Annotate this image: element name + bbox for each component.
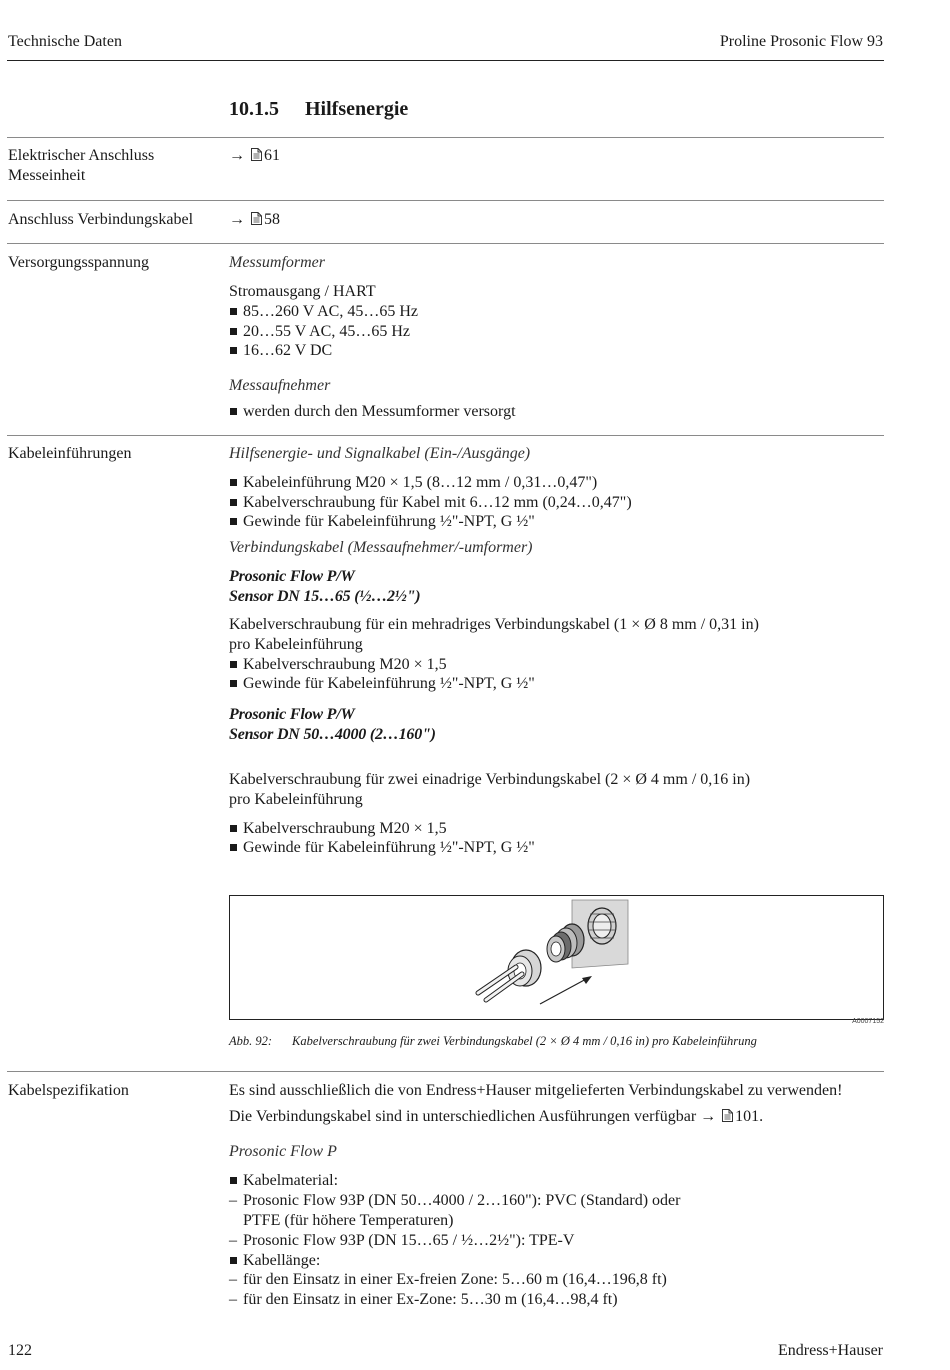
running-header-right: Proline Prosonic Flow 93 bbox=[719, 33, 883, 50]
figure-caption bbox=[229, 1034, 757, 1049]
row-label-verbindungskabel: Anschluss Verbindungskabel bbox=[8, 211, 194, 228]
arrow-right-icon: → bbox=[700, 1108, 717, 1125]
header-rule bbox=[7, 60, 884, 61]
list-item: Gewinde für Kabeleinführung ½"-NPT, G ½" bbox=[229, 674, 884, 694]
row-divider bbox=[7, 243, 884, 244]
list-item bbox=[229, 1251, 884, 1311]
row-label-versorgungsspannung: Versorgungsspannung bbox=[8, 254, 150, 271]
subheading-verbindungskabel: Verbindungskabel (Messaufnehmer/-umformer) bbox=[229, 538, 533, 556]
label-line: Messeinheit bbox=[8, 167, 86, 184]
row-label-kabeleinfuehrungen: Kabeleinführungen bbox=[8, 445, 132, 462]
sublist-item bbox=[229, 1191, 884, 1231]
sublist-item: – für den Einsatz in einer Ex-Zone: 5…30 m (16,4…98,4 ft) bbox=[229, 1290, 884, 1310]
sublist-line: PTFE (für höhere Temperaturen) bbox=[243, 1211, 454, 1229]
row-divider bbox=[7, 435, 884, 436]
kabelspezifikation-content bbox=[229, 1081, 884, 1310]
subheading-messumformer: Messumformer bbox=[229, 254, 325, 271]
paragraph bbox=[229, 615, 884, 655]
sensor-list bbox=[229, 402, 884, 422]
paragraph-text: Die Verbindungskabel sind in unterschiedlichen Ausführungen verfügbar bbox=[229, 1108, 697, 1125]
subheading-prosonic-flow-p: Prosonic Flow P bbox=[229, 1143, 337, 1160]
length-sublist bbox=[229, 1270, 884, 1310]
page-reference: 58 bbox=[264, 211, 280, 228]
paragraph-line: pro Kabeleinführung bbox=[229, 635, 363, 653]
sensor-heading-1 bbox=[229, 567, 884, 607]
material-sublist bbox=[229, 1191, 884, 1251]
gland-list bbox=[229, 819, 884, 858]
paragraph-with-reference bbox=[229, 1107, 884, 1128]
page-reference: 61 bbox=[264, 147, 280, 164]
paragraph bbox=[229, 770, 884, 810]
label-line: Elektrischer Anschluss bbox=[8, 147, 155, 164]
arrow-right-icon: → bbox=[229, 211, 245, 228]
sensor-heading-line: Prosonic Flow P/W bbox=[229, 705, 355, 723]
versorgung-content bbox=[229, 253, 884, 421]
gland-list bbox=[229, 655, 884, 694]
paragraph: Es sind ausschließlich die von Endress+Hauser mitgelieferten Verbindungskabel zu verwenden! bbox=[229, 1082, 843, 1099]
row-label-kabelspezifikation: Kabelspezifikation bbox=[8, 1082, 129, 1099]
cable-entry-list bbox=[229, 473, 884, 532]
list-item: Gewinde für Kabeleinführung ½"-NPT, G ½" bbox=[229, 512, 884, 532]
list-item: Kabeleinführung M20 × 1,5 (8…12 mm / 0,31…0,47") bbox=[229, 473, 884, 493]
subheading-messaufnehmer: Messaufnehmer bbox=[229, 376, 331, 394]
arrow-right-icon: → bbox=[229, 147, 245, 164]
paragraph-line: pro Kabeleinführung bbox=[229, 790, 363, 808]
page-icon bbox=[251, 147, 262, 167]
page-reference: 101. bbox=[735, 1108, 764, 1125]
page-icon bbox=[722, 1108, 733, 1128]
list-item: Kabelverschraubung M20 × 1,5 bbox=[229, 819, 884, 839]
caption-label: Abb. 92: bbox=[229, 1034, 273, 1048]
sensor-heading-line: Sensor DN 15…65 (½…2½") bbox=[229, 587, 421, 605]
list-item: Kabelverschraubung für Kabel mit 6…12 mm (0,24…0,47") bbox=[229, 493, 884, 513]
paragraph-line: Kabelverschraubung für zwei einadrige Verbindungskabel (2 × Ø 4 mm / 0,16 in) bbox=[229, 770, 751, 788]
section-title: Hilfsenergie bbox=[305, 98, 409, 120]
paragraph: Stromausgang / HART bbox=[229, 283, 376, 300]
list-item: 85…260 V AC, 45…65 Hz bbox=[229, 302, 884, 322]
row-label-elektrischer-anschluss bbox=[8, 146, 218, 186]
subheading-signalkabel: Hilfsenergie- und Signalkabel (Ein-/Ausgänge) bbox=[229, 445, 531, 462]
section-heading bbox=[229, 98, 408, 121]
page-reference-link[interactable] bbox=[229, 210, 884, 231]
paragraph-line: Kabelverschraubung für ein mehradriges Verbindungskabel (1 × Ø 8 mm / 0,31 in) bbox=[229, 615, 759, 633]
cable-spec-list bbox=[229, 1171, 884, 1310]
figure-cable-gland bbox=[229, 895, 884, 1020]
page-reference-link[interactable] bbox=[229, 146, 884, 167]
row-divider bbox=[7, 200, 884, 201]
page-icon bbox=[251, 211, 262, 231]
running-header-left: Technische Daten bbox=[8, 33, 122, 50]
sublist-line: – Prosonic Flow 93P (DN 50…4000 / 2…160"): PVC (Standard) oder bbox=[243, 1191, 681, 1209]
row-divider bbox=[7, 1071, 884, 1072]
sublist-item: – für den Einsatz in einer Ex-freien Zone: 5…60 m (16,4…196,8 ft) bbox=[229, 1270, 884, 1290]
list-item: Gewinde für Kabeleinführung ½"-NPT, G ½" bbox=[229, 838, 884, 858]
page-reference-link[interactable] bbox=[700, 1108, 763, 1125]
kabeleinfuehrungen-content bbox=[229, 444, 884, 858]
section-number: 10.1.5 bbox=[229, 98, 279, 120]
voltage-list bbox=[229, 302, 884, 361]
list-item-label: Kabellänge: bbox=[243, 1251, 321, 1269]
sensor-heading-2 bbox=[229, 705, 884, 745]
row-divider bbox=[7, 137, 884, 138]
caption-text: Kabelverschraubung für zwei Verbindungskabel (2 × Ø 4 mm / 0,16 in) pro Kabeleinführung bbox=[292, 1034, 757, 1048]
list-item-label: Kabelmaterial: bbox=[243, 1172, 339, 1189]
footer-brand: Endress+Hauser bbox=[778, 1342, 883, 1359]
list-item: werden durch den Messumformer versorgt bbox=[229, 402, 884, 422]
sensor-heading-line: Sensor DN 50…4000 (2…160") bbox=[229, 725, 436, 743]
list-item: 16…62 V DC bbox=[229, 341, 884, 361]
page-number: 122 bbox=[8, 1342, 32, 1359]
list-item bbox=[229, 1171, 884, 1251]
list-item: Kabelverschraubung M20 × 1,5 bbox=[229, 655, 884, 675]
sensor-heading-line: Prosonic Flow P/W bbox=[229, 567, 355, 585]
figure-id: A0007152 bbox=[852, 1018, 884, 1025]
cable-gland-illustration bbox=[230, 896, 883, 1019]
list-item: 20…55 V AC, 45…65 Hz bbox=[229, 322, 884, 342]
sublist-item: – Prosonic Flow 93P (DN 15…65 / ½…2½"): TPE-V bbox=[229, 1231, 884, 1251]
